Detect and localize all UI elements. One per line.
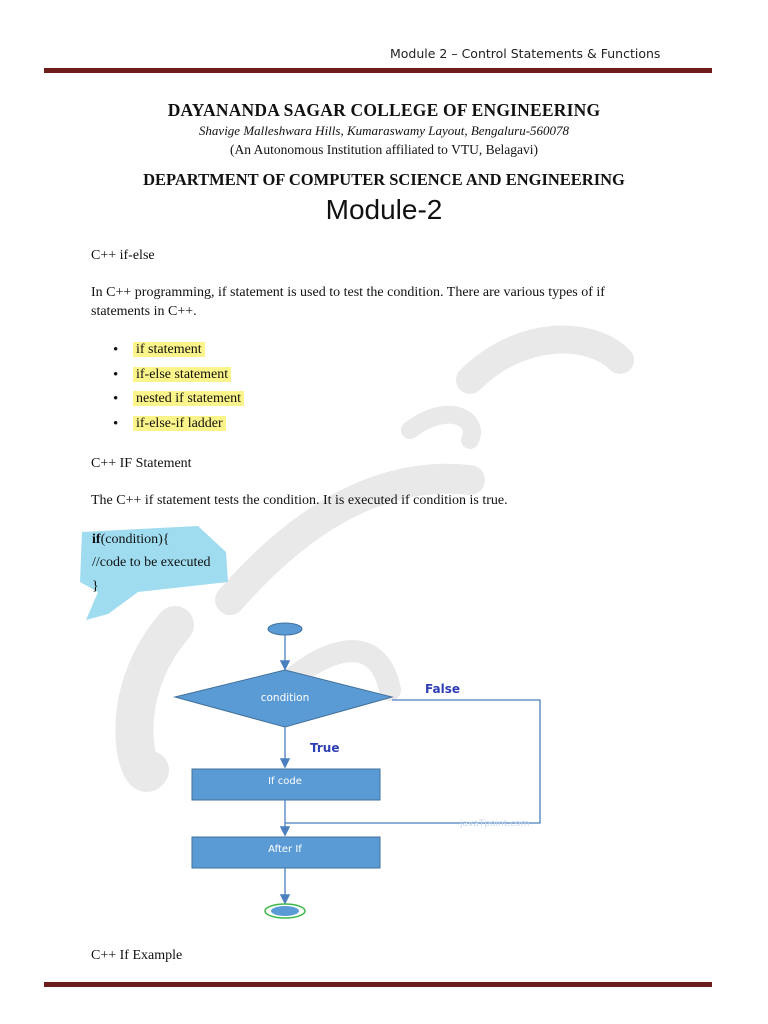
code-line-1-rest: (condition){ <box>100 532 170 547</box>
list-item <box>133 367 244 392</box>
true-label: True <box>310 741 340 755</box>
list-item-text: nested if statement <box>133 391 244 406</box>
list-item <box>133 342 244 367</box>
if-description: The C++ if statement tests the condition. It is executed if condition is true. <box>91 493 508 508</box>
intro-line-1: In C++ programming, if statement is used to test the condition. There are various types of if <box>91 285 605 300</box>
code-keyword: if <box>92 532 101 547</box>
footer-rule <box>44 982 712 987</box>
section-heading-if: C++ IF Statement <box>91 456 192 471</box>
condition-label: condition <box>260 692 310 704</box>
list-item <box>133 391 244 416</box>
code-line-1 <box>92 532 170 548</box>
section-heading-if-else: C++ if-else <box>91 248 155 263</box>
end-node <box>271 906 299 916</box>
false-path <box>285 700 540 823</box>
list-item <box>133 416 244 441</box>
code-snippet <box>78 522 238 622</box>
list-item-text: if-else-if ladder <box>133 416 226 431</box>
if-flowchart <box>150 618 610 928</box>
department-name: DEPARTMENT OF COMPUTER SCIENCE AND ENGINEERING <box>143 170 625 189</box>
running-header: Module 2 – Control Statements & Functions <box>390 46 661 61</box>
header-rule <box>44 68 712 73</box>
code-line-2: //code to be executed <box>92 555 211 570</box>
if-code-label: If code <box>268 776 302 787</box>
college-name: DAYANANDA SAGAR COLLEGE OF ENGINEERING <box>167 100 601 120</box>
section-heading-if-example: C++ If Example <box>91 948 183 963</box>
if-types-list <box>133 342 244 440</box>
after-if-label: After If <box>268 844 302 855</box>
college-address: Shavige Malleshwara Hills, Kumaraswamy Layout, Bengaluru-560078 <box>198 123 570 138</box>
intro-line-2: statements in C++. <box>91 304 197 319</box>
college-affiliation: (An Autonomous Institution affiliated to VTU, Belagavi) <box>229 142 539 157</box>
source-credit: javaTpoint.com <box>460 819 530 829</box>
list-item-text: if-else statement <box>133 367 231 382</box>
false-label: False <box>425 682 460 696</box>
code-line-3: } <box>92 579 99 594</box>
module-title: Module-2 <box>325 194 443 225</box>
list-item-text: if statement <box>133 342 205 357</box>
start-node <box>268 623 302 635</box>
